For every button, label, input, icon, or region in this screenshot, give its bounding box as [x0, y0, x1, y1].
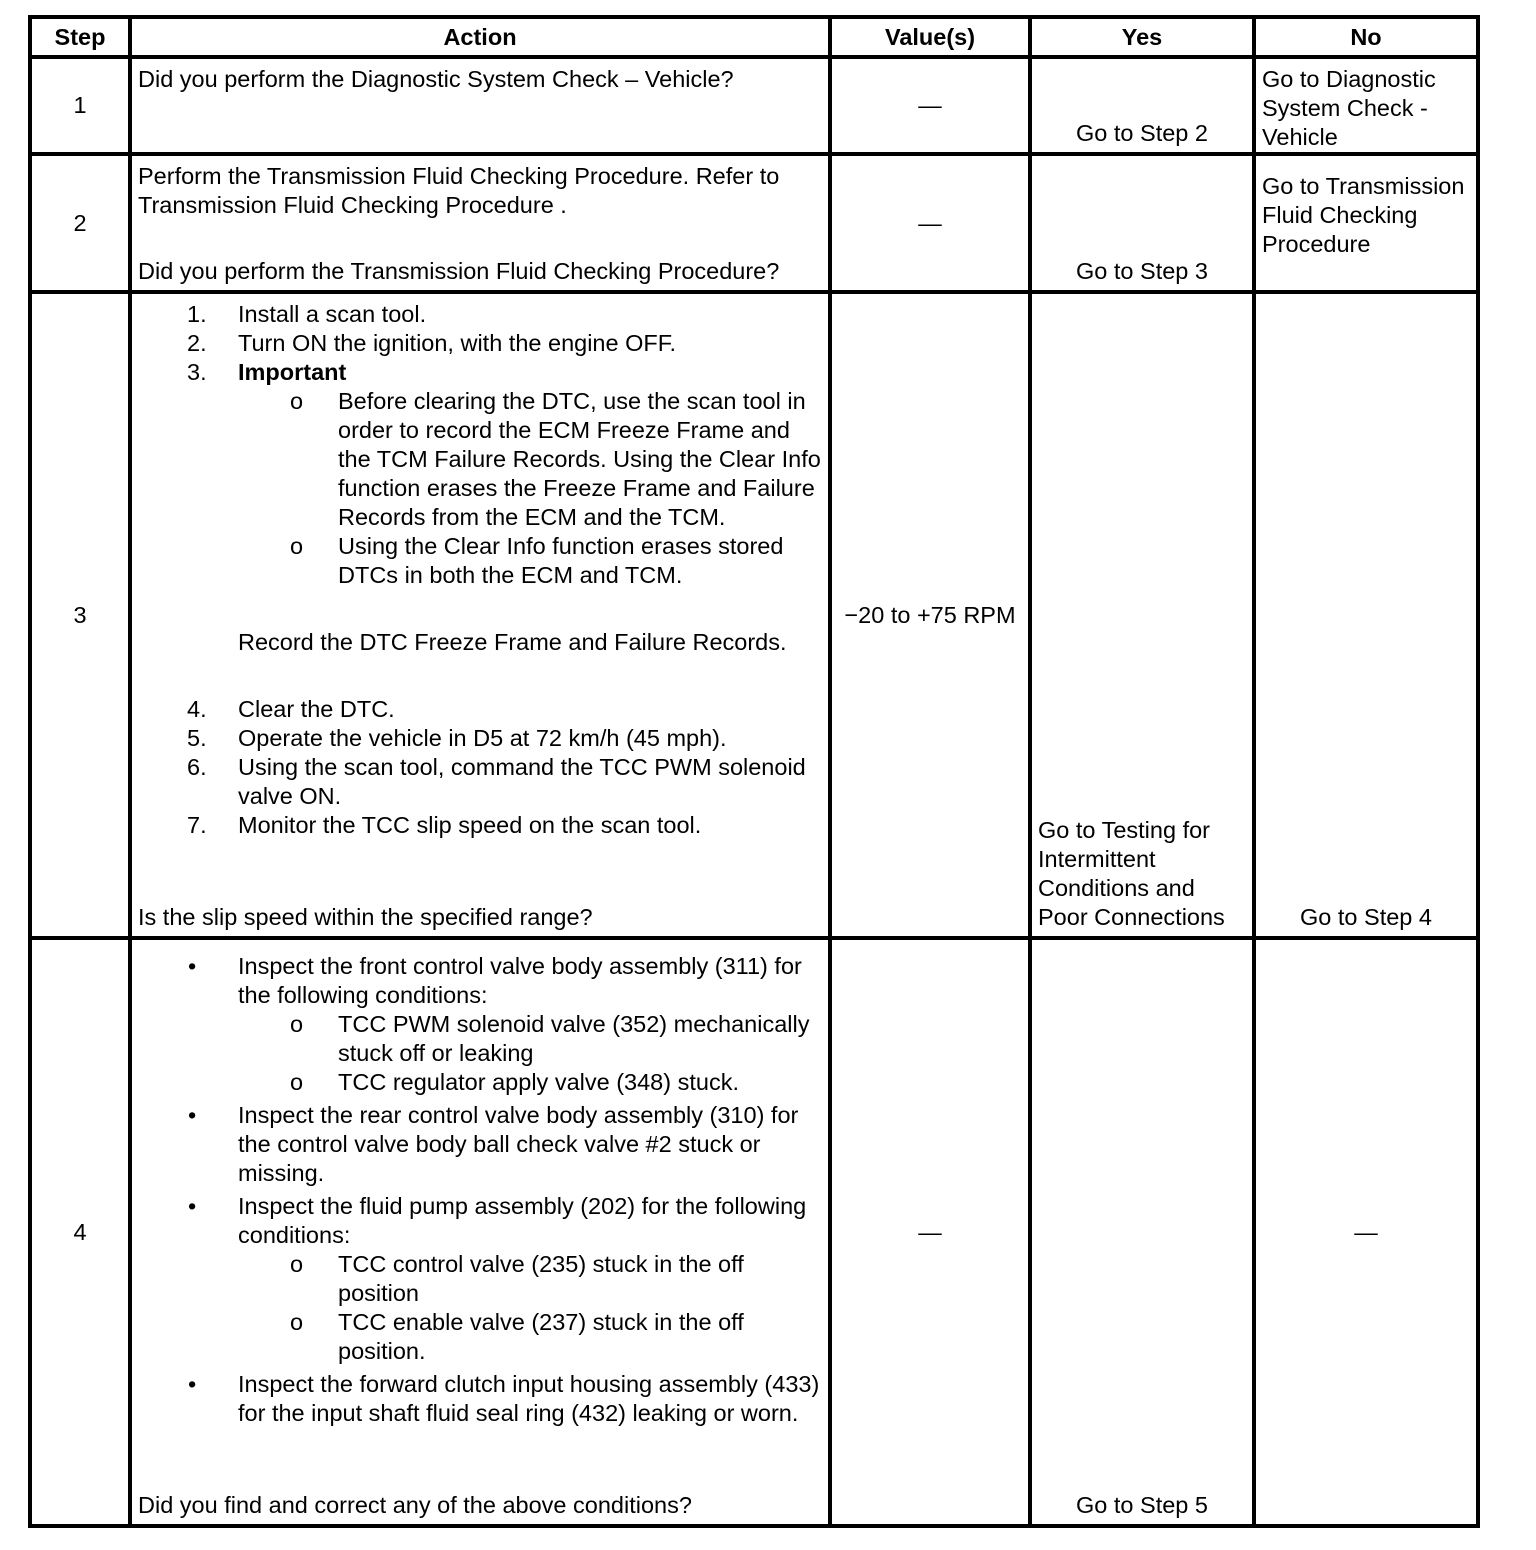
note-text: Before clearing the DTC, use the scan tool in order to record the ECM Freeze Frame and the TCM Failure Records. Using the Clear Info function erases the Freeze Frame and Failure Records from the ECM and the TCM. [338, 388, 821, 530]
circle-bullet-icon: o [290, 1251, 304, 1277]
yes-text: Go to Step 3 [1076, 258, 1208, 284]
list-text: Monitor the TCC slip speed on the scan tool. [238, 812, 702, 838]
yes-text: Go to Testing for Intermittent Conditions and Poor Connections [1038, 817, 1225, 930]
diagnostic-table [28, 15, 1480, 1528]
yes-cell [1030, 292, 1254, 938]
yes-text: Go to Step 2 [1076, 120, 1208, 146]
procedure-list-continued [138, 695, 822, 840]
step-number: 4 [30, 938, 130, 1526]
action-cell [130, 57, 830, 154]
value-cell: — [830, 938, 1030, 1526]
step-number: 1 [30, 57, 130, 154]
bullet-icon: • [188, 1102, 197, 1128]
header-yes: Yes [1030, 17, 1254, 57]
action-cell [130, 154, 830, 292]
header-step: Step [30, 17, 130, 57]
note-item [138, 387, 822, 532]
table-row-step-4 [30, 938, 1478, 1526]
list-text: Install a scan tool. [238, 301, 427, 327]
circle-bullet-icon: o [290, 1011, 304, 1037]
sub-list [238, 1250, 822, 1366]
header-no: No [1254, 17, 1478, 57]
procedure-list [138, 300, 822, 590]
list-number: 6. [187, 754, 207, 780]
yes-cell [1030, 57, 1254, 154]
sub-item [138, 1250, 822, 1308]
bullet-icon: • [188, 1371, 197, 1397]
sub-text: TCC control valve (235) stuck in the off position [338, 1251, 744, 1306]
no-cell [1254, 292, 1478, 938]
sub-text: TCC regulator apply valve (348) stuck. [338, 1069, 739, 1095]
no-cell [1254, 154, 1478, 292]
value-cell: −20 to +75 RPM [830, 292, 1030, 938]
sub-item [138, 1308, 822, 1366]
list-text: Inspect the fluid pump assembly (202) for the following conditions: [238, 1193, 807, 1248]
list-item [138, 358, 822, 590]
yes-cell [1030, 154, 1254, 292]
no-text: Go to Transmission Fluid Checking Procedure [1262, 173, 1465, 257]
table-row-step-1 [30, 57, 1478, 154]
action-text: Did you perform the Diagnostic System Check – Vehicle? [138, 66, 734, 92]
list-text: Operate the vehicle in D5 at 72 km/h (45 mph). [238, 725, 727, 751]
list-item [138, 1192, 822, 1366]
list-number: 7. [187, 812, 207, 838]
header-action: Action [130, 17, 830, 57]
table-row-step-2 [30, 154, 1478, 292]
action-cell [130, 938, 830, 1526]
circle-bullet-icon: o [290, 533, 304, 559]
inspection-list [138, 952, 822, 1428]
header-values: Value(s) [830, 17, 1030, 57]
list-number: 4. [187, 696, 207, 722]
list-text: Turn ON the ignition, with the engine OFF. [238, 330, 677, 356]
bullet-icon: • [188, 1193, 197, 1219]
action-question: Did you perform the Transmission Fluid Checking Procedure? [138, 258, 780, 284]
value-cell: — [830, 57, 1030, 154]
sub-list [238, 1010, 822, 1097]
circle-bullet-icon: o [290, 1309, 304, 1335]
action-question: Is the slip speed within the specified range? [138, 904, 593, 930]
important-label: Important [238, 359, 347, 385]
sub-item [138, 1068, 822, 1097]
list-item [138, 329, 822, 358]
list-text: Using the scan tool, command the TCC PWM solenoid valve ON. [238, 754, 806, 809]
sub-item [138, 1010, 822, 1068]
list-text: Inspect the front control valve body assembly (311) for the following conditions: [238, 953, 802, 1008]
step-number: 3 [30, 292, 130, 938]
bullet-icon: • [188, 953, 197, 979]
list-item [138, 753, 822, 811]
list-item [138, 724, 822, 753]
list-item [138, 811, 822, 840]
yes-text: Go to Step 5 [1076, 1492, 1208, 1518]
list-text: Inspect the forward clutch input housing assembly (433) for the input shaft fluid seal ring (432) leaking or worn. [238, 1371, 820, 1426]
action-question: Did you find and correct any of the above conditions? [138, 1492, 692, 1518]
sub-text: TCC PWM solenoid valve (352) mechanically stuck off or leaking [338, 1011, 810, 1066]
list-item [138, 695, 822, 724]
step-number: 2 [30, 154, 130, 292]
list-item [138, 300, 822, 329]
sub-text: TCC enable valve (237) stuck in the off position. [338, 1309, 744, 1364]
action-intro: Perform the Transmission Fluid Checking Procedure. Refer to Transmission Fluid Checking Procedure . [138, 163, 780, 218]
record-text: Record the DTC Freeze Frame and Failure Records. [238, 629, 787, 655]
list-item [138, 1101, 822, 1188]
circle-bullet-icon: o [290, 1069, 304, 1095]
list-number: 2. [187, 330, 207, 356]
list-text: Clear the DTC. [238, 696, 395, 722]
list-number: 3. [187, 359, 207, 385]
list-item [138, 1370, 822, 1428]
list-text: Inspect the rear control valve body assembly (310) for the control valve body ball check valve #2 stuck or missing. [238, 1102, 799, 1186]
no-text: Go to Step 4 [1300, 904, 1432, 930]
list-number: 1. [187, 301, 207, 327]
value-cell: — [830, 154, 1030, 292]
table-row-step-3 [30, 292, 1478, 938]
header-row [30, 17, 1478, 57]
yes-cell [1030, 938, 1254, 1526]
circle-bullet-icon: o [290, 388, 304, 414]
note-item [138, 532, 822, 590]
important-notes [238, 387, 822, 590]
action-cell [130, 292, 830, 938]
note-text: Using the Clear Info function erases stored DTCs in both the ECM and TCM. [338, 533, 784, 588]
list-number: 5. [187, 725, 207, 751]
no-cell: — [1254, 938, 1478, 1526]
no-text: Go to Diagnostic System Check - Vehicle [1262, 66, 1436, 150]
list-item [138, 952, 822, 1097]
no-cell [1254, 57, 1478, 154]
